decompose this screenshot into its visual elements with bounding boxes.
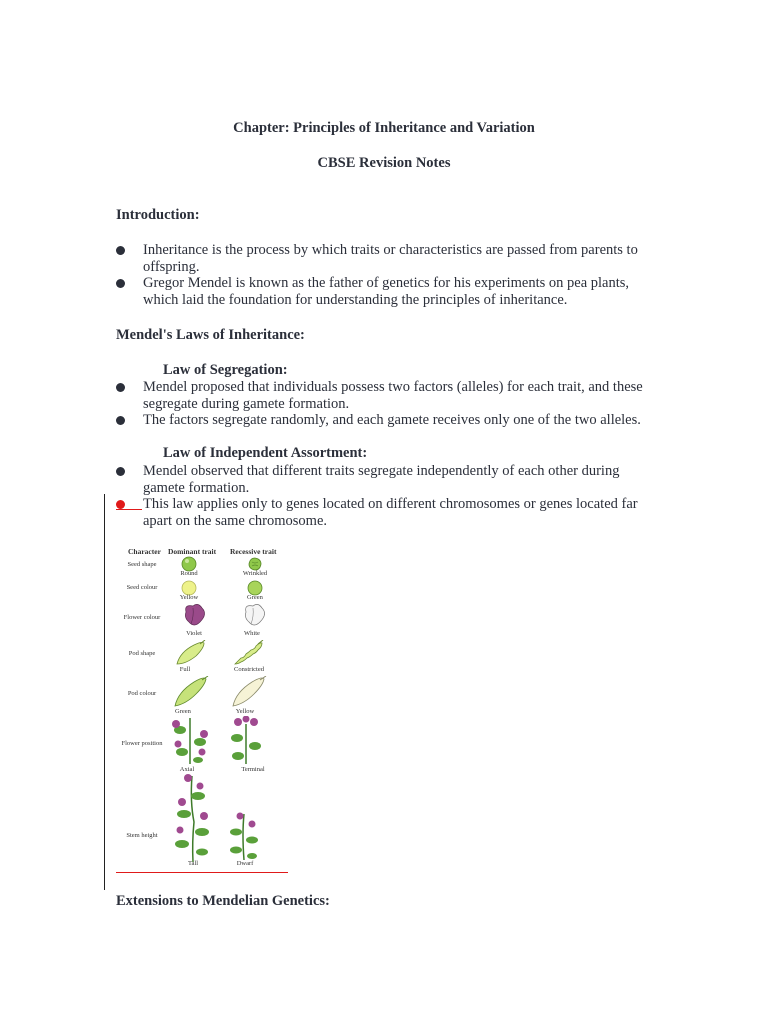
figure-row-label: Seed colour	[126, 584, 158, 591]
figure-dominant-caption: Full	[179, 666, 191, 673]
figure-dominant-caption: Round	[180, 570, 198, 577]
green-pod-icon	[172, 676, 210, 710]
figure-recessive-caption: Dwarf	[236, 860, 254, 867]
introduction-heading: Introduction:	[116, 207, 200, 223]
bullet-icon	[116, 500, 125, 509]
bullet-icon	[116, 467, 125, 476]
figure-recessive-caption: Wrinkled	[242, 570, 268, 577]
terminal-flower-plant-icon	[224, 716, 268, 766]
axial-flower-plant-icon	[168, 716, 212, 766]
extensions-heading: Extensions to Mendelian Genetics:	[116, 893, 330, 909]
figure-recessive-caption: White	[244, 630, 260, 637]
figure-header-recessive: Recessive trait	[230, 547, 277, 556]
figure-dominant-caption: Violet	[186, 630, 202, 637]
margin-line	[104, 494, 105, 890]
figure-recessive-caption: Yellow	[235, 708, 255, 715]
independent-assortment-heading: Law of Independent Assortment:	[163, 445, 368, 461]
figure-recessive-caption: Terminal	[241, 766, 265, 773]
figure-row-label: Flower colour	[123, 614, 161, 621]
dwarf-plant-icon	[226, 810, 262, 862]
segregation-heading: Law of Segregation:	[163, 362, 288, 378]
full-pod-icon	[174, 640, 208, 668]
figure-dominant-caption: Axial	[179, 766, 195, 773]
figure-header-character: Character	[128, 547, 161, 556]
tall-plant-icon	[168, 772, 218, 864]
figure-dominant-caption: Tall	[187, 860, 198, 867]
bullet-icon	[116, 279, 125, 288]
bullet-icon	[116, 246, 125, 255]
constricted-pod-icon	[232, 640, 266, 668]
figure-dominant-caption: Green	[175, 708, 191, 715]
white-flower-icon	[242, 602, 268, 630]
figure-row-label: Flower position	[121, 740, 163, 747]
figure-recessive-caption: Constricted	[234, 666, 264, 673]
violet-flower-icon	[182, 602, 208, 630]
document-subtitle: CBSE Revision Notes	[317, 155, 451, 171]
figure-row-label: Pod colour	[127, 690, 157, 697]
mendel-traits-figure	[116, 544, 288, 870]
bullet-icon	[116, 416, 125, 425]
figure-dominant-caption: Yellow	[179, 594, 199, 601]
figure-header-dominant: Dominant trait	[168, 547, 217, 556]
figure-recessive-caption: Green	[247, 594, 263, 601]
figure-row-label: Seed shape	[127, 561, 157, 568]
chapter-title: Chapter: Principles of Inheritance and Variation	[233, 120, 535, 136]
figure-row-label: Pod shape	[128, 650, 156, 657]
bullet-icon	[116, 383, 125, 392]
mendels-laws-heading: Mendel's Laws of Inheritance:	[116, 327, 305, 343]
figure-row-label: Stem height	[126, 832, 158, 839]
red-underline	[116, 509, 142, 510]
red-divider	[116, 872, 288, 873]
yellow-pod-icon	[230, 676, 268, 710]
